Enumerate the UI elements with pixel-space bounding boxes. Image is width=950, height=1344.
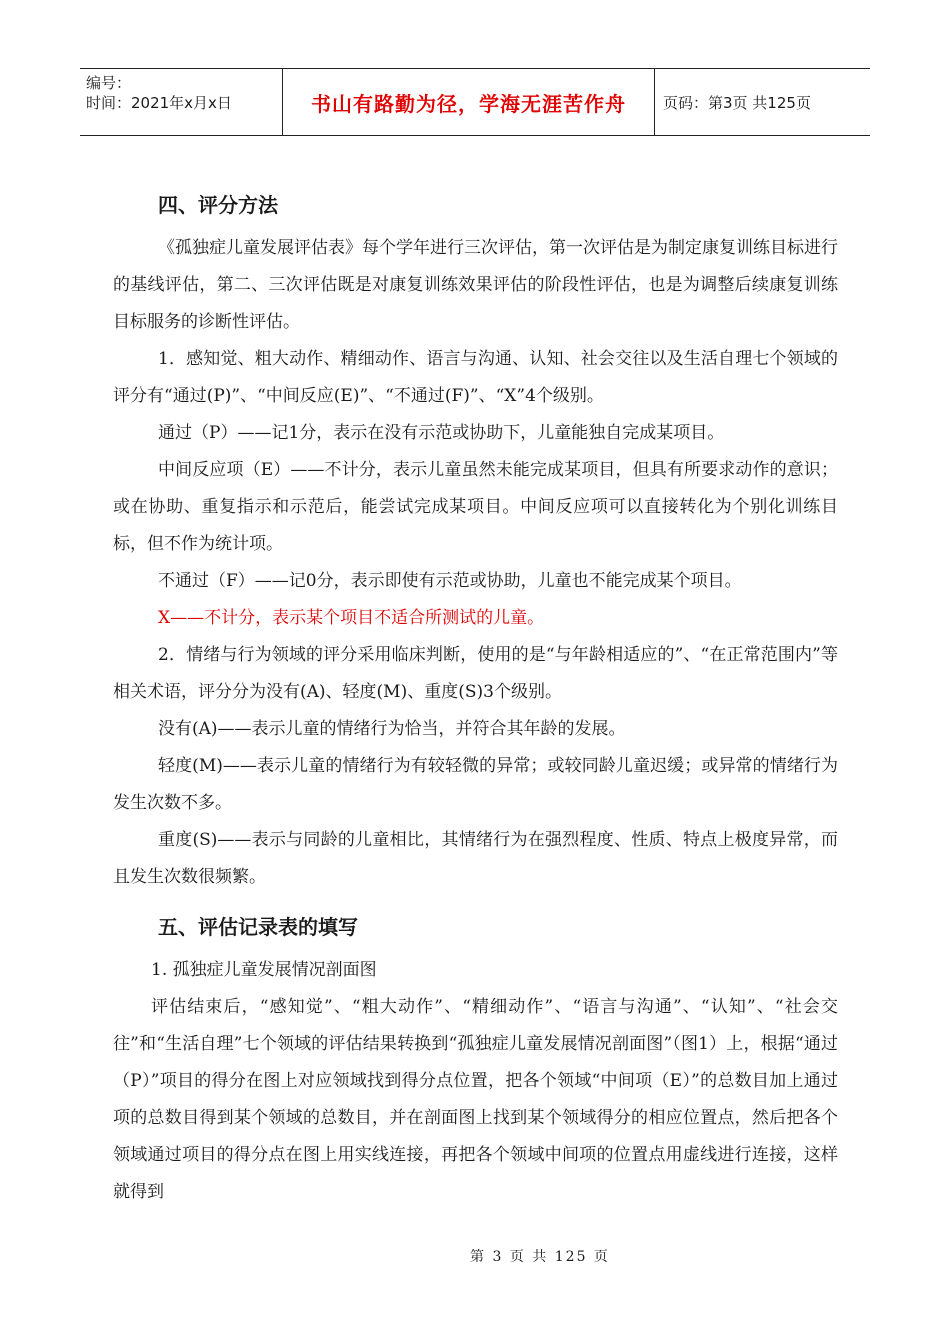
section-heading-record-form: 五、评估记录表的填写 bbox=[158, 915, 358, 939]
paragraph: 没有(A)——表示儿童的情绪行为恰当，并符合其年龄的发展。 bbox=[158, 719, 626, 739]
document-body bbox=[113, 170, 838, 1211]
paragraph: 不通过（F）——记0分，表示即使有示范或协助，儿童也不能完成某个项目。 bbox=[158, 571, 742, 591]
paragraph: 1．感知觉、粗大动作、精细动作、语言与沟通、认知、社会交往以及生活自理七个领域的评分有“通过(P)”、“中间反应(E)”、“不通过(F)”、“X”4个级别。 bbox=[113, 349, 838, 406]
page-header bbox=[80, 68, 870, 136]
paragraph: 中间反应项（E）——不计分，表示儿童虽然未能完成某项目，但具有所要求动作的意识；或在协助、重复指示和示范后，能尝试完成某项目。中间反应项可以直接转化为个别化训练目标，但不作为统计项。 bbox=[113, 460, 838, 554]
section-heading-scoring: 四、评分方法 bbox=[158, 193, 278, 217]
page-footer: 第 3 页 共 125 页 bbox=[470, 1249, 610, 1265]
document-number-label: 编号： bbox=[86, 74, 132, 92]
paragraph: 轻度(M)——表示儿童的情绪行为有较轻微的异常；或较同龄儿童迟缓；或异常的情绪行为发生次数不多。 bbox=[113, 756, 838, 813]
header-page-info: 页码：第3页 共125页 bbox=[663, 93, 811, 112]
paragraph: 2．情绪与行为领域的评分采用临床判断，使用的是“与年龄相适应的”、“在正常范围内”等相关术语，评分分为没有(A)、轻度(M)、重度(S)3个级别。 bbox=[113, 645, 838, 702]
paragraph: 通过（P）——记1分，表示在没有示范或协助下，儿童能独自完成某项目。 bbox=[158, 423, 725, 443]
paragraph-highlight: X——不计分，表示某个项目不适合所测试的儿童。 bbox=[158, 608, 545, 628]
document-date: 时间：2021年x月x日 bbox=[86, 94, 232, 112]
header-motto: 书山有路勤为径，学海无涯苦作舟 bbox=[283, 69, 655, 135]
header-meta bbox=[80, 69, 283, 135]
paragraph: 《孤独症儿童发展评估表》每个学年进行三次评估，第一次评估是为制定康复训练目标进行的基线评估，第二、三次评估既是对康复训练效果评估的阶段性评估，也是为调整后续康复训练目标服务的诊断性评估。 bbox=[113, 238, 838, 332]
paragraph: 评估结束后，“感知觉”、“粗大动作”、“精细动作”、“语言与沟通”、“认知”、“社会交往”和“生活自理”七个领域的评估结果转换到“孤独症儿童发展情况剖面图”（图1）上，根据“通过（P）”项目的得分在图上对应领域找到得分点位置，把各个领域“中间项（E）”的总数目加上通过项的总数目得到某个领域的总数目，并在剖面图上找到某个领域得分的相应位置点，然后把各个领域通过项目的得分点在图上用实线连接，再把各个领域中间项的位置点用虚线进行连接，这样就得到 bbox=[113, 997, 838, 1202]
paragraph: 重度(S)——表示与同龄的儿童相比，其情绪行为在强烈程度、性质、特点上极度异常，而且发生次数很频繁。 bbox=[113, 830, 838, 887]
subsection-title: 1. 孤独症儿童发展情况剖面图 bbox=[151, 960, 377, 980]
